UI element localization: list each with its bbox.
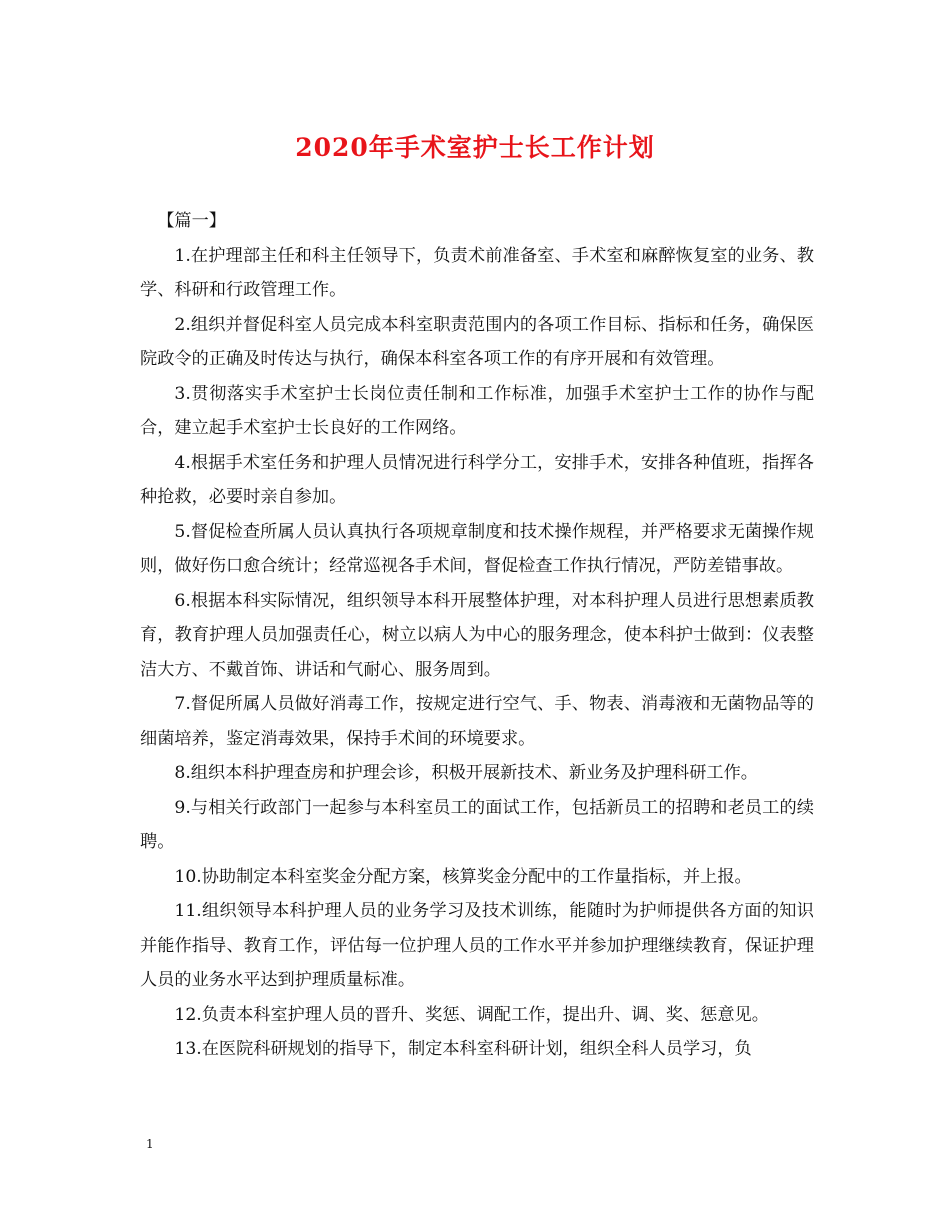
paragraph-9: 9.与相关行政部门一起参与本科室员工的面试工作，包括新员工的招聘和老员工的续聘。 [140,797,814,852]
paragraph-13: 13.在医院科研规划的指导下，制定本科室科研计划，组织全科人员学习，负 [174,1039,752,1059]
document-body [140,204,814,1067]
paragraph-5: 5.督促检查所属人员认真执行各项规章制度和技术操作规程，并严格要求无菌操作规则，做好伤口愈合统计；经常巡视各手术间，督促检查工作执行情况，严防差错事故。 [140,521,814,576]
document-title: 2020年手术室护士长工作计划 [295,133,655,162]
paragraph-10: 10.协助制定本科室奖金分配方案，核算奖金分配中的工作量指标，并上报。 [174,866,752,887]
paragraph-7: 7.督促所属人员做好消毒工作，按规定进行空气、手、物表、消毒液和无菌物品等的细菌培养，鉴定消毒效果，保持手术间的环境要求。 [140,694,814,749]
paragraph-6: 6.根据本科实际情况，组织领导本科开展整体护理，对本科护理人员进行思想素质教育，教育护理人员加强责任心，树立以病人为中心的服务理念，使本科护士做到：仪表整洁大方、不戴首饰、讲话和气耐心、服务周到。 [140,590,814,680]
paragraph-11: 11.组织领导本科护理人员的业务学习及技术训练，能随时为护师提供各方面的知识并能作指导、教育工作，评估每一位护理人员的工作水平并参加护理继续教育，保证护理人员的业务水平达到护理质量标准。 [140,901,814,990]
paragraph-12: 12.负责本科室护理人员的晋升、奖惩、调配工作，提出升、调、奖、惩意见。 [174,1004,769,1025]
page-number: 1 [146,1137,154,1151]
section-heading: 【篇一】 [157,211,226,231]
paragraph-3: 3.贯彻落实手术室护士长岗位责任制和工作标准，加强手术室护士工作的协作与配合，建立起手术室护士长良好的工作网络。 [140,383,814,438]
paragraph-1: 1.在护理部主任和科主任领导下，负责术前准备室、手术室和麻醉恢复室的业务、教学、科研和行政管理工作。 [140,245,814,300]
paragraph-8: 8.组织本科护理查房和护理会诊，积极开展新技术、新业务及护理科研工作。 [174,763,758,783]
paragraph-4: 4.根据手术室任务和护理人员情况进行科学分工，安排手术，安排各种值班，指挥各种抢救，必要时亲自参加。 [140,452,814,507]
paragraph-2: 2.组织并督促科室人员完成本科室职责范围内的各项工作目标、指标和任务，确保医院政令的正确及时传达与执行，确保本科室各项工作的有序开展和有效管理。 [140,314,814,369]
